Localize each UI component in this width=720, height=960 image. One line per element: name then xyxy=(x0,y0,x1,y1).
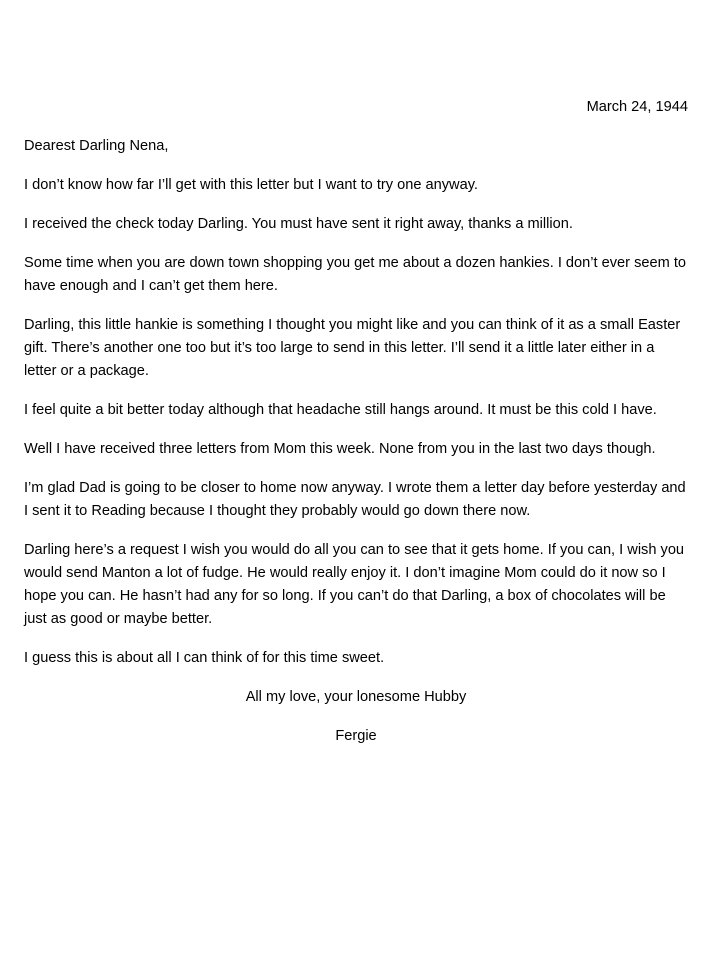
letter-paragraph-8: Darling here’s a request I wish you would do all you can to see that it gets home. If you can, I wish you would send Manton a lot of fudge. He would really enjoy it. I don’t imagine Mom could do it now so I hope you can. He hasn’t had any for so long. If you can’t do that Darling, a box of chocolates will be just as good or maybe better. xyxy=(24,542,685,627)
letter-page xyxy=(24,96,688,764)
letter-paragraph-5: I feel quite a bit better today although that headache still hangs around. It must be this cold I have. xyxy=(24,402,657,418)
signature: Fergie xyxy=(335,728,377,744)
letter-date: March 24, 1944 xyxy=(586,99,688,115)
letter-paragraph-7: I’m glad Dad is going to be closer to home now anyway. I wrote them a letter day before yesterday and I sent it to Reading because I thought they probably would go down there now. xyxy=(24,480,686,519)
letter-paragraph-4: Darling, this little hankie is something I thought you might like and you can think of it as a small Easter gift. There’s another one too but it’s too large to send in this letter. I’ll send it a little later either in a letter or a package. xyxy=(24,317,681,379)
letter-paragraph-2: I received the check today Darling. You must have sent it right away, thanks a million. xyxy=(24,216,573,232)
letter-paragraph-1: I don’t know how far I’ll get with this letter but I want to try one anyway. xyxy=(24,177,478,193)
letter-paragraph-3: Some time when you are down town shopping you get me about a dozen hankies. I don’t ever seem to have enough and I can’t get them here. xyxy=(24,255,686,294)
letter-paragraph-9: I guess this is about all I can think of for this time sweet. xyxy=(24,650,385,666)
closing-line: All my love, your lonesome Hubby xyxy=(245,689,467,705)
letter-paragraph-6: Well I have received three letters from Mom this week. None from you in the last two days though. xyxy=(24,441,656,457)
salutation: Dearest Darling Nena, xyxy=(24,138,169,154)
